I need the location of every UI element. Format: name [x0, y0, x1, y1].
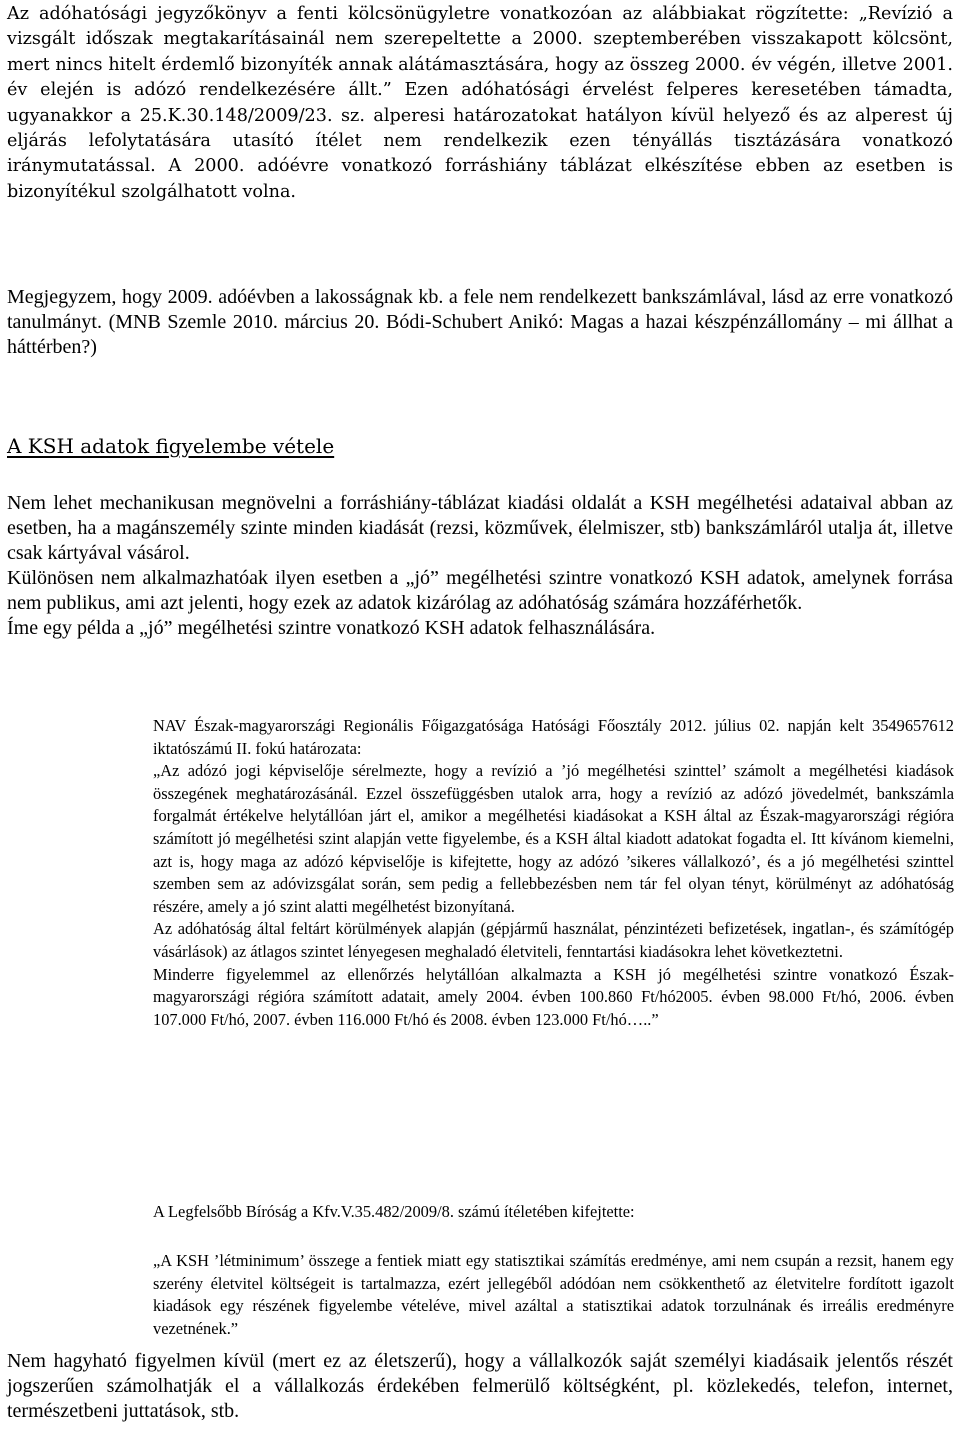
section-heading-block: [7, 434, 953, 459]
nav-quote-para-3: Minderre figyelemmel az ellenőrzés helytállóan alkalmazta a KSH jó megélhetési szintre vonatkozó Észak-magyarországi régióra számított adatait, amely 2004. évben 100.860 Ft/hó2005. évben 98.000 Ft/hó, 2006. évben 107.000 Ft/hó, 2007. évben 116.000 Ft/hó és 2008. évben 123.000 Ft/hó…..”: [153, 964, 954, 1029]
nav-quote-para-2: Az adóhatóság által feltárt körülmények alapján (gépjármű használat, pénzintézeti befizetések, ingatlan-, és számítógép vásárlások) az átlagos szintet lényegesen meghaladó életviteli, fenntartási kiadásokra lehet következtetni.: [153, 919, 954, 961]
court-quote-source: A Legfelsőbb Bíróság a Kfv.V.35.482/2009/8. számú ítéletében kifejtette:: [153, 1202, 635, 1221]
ksh-block: [7, 491, 953, 641]
nav-quote-para-1: „Az adózó jogi képviselője sérelmezte, hogy a revízió a ’jó megélhetési szinttel’ számolt a megélhetési kiadások összegének meghatározásánál. Ezzel összefüggésben utalok arra, hogy a revízió az adózó jövedelmét, bankszámla forgalmát értékelve helytállóan járt el, amikor a megélhetési kiadásokat a KSH által az Észak-magyarországi régióra számított jó megélhetési szint alapján vette figyelembe, és a KSH által kiadott adatokat fogadta el. Itt kívánom kiemelni, azt is, hogy maga az adózó képviselője is kifejtette, hogy az adózó ’sikeres vállalkozó’, és a jó megélhetési szinttel szemben sem az adóvizsgálat során, sem pedig a fellebbezésben nem tár fel olyan tényt, körülményt az adóhatóság részére, amely a jó szint alatti megélhetést bizonyítaná.: [153, 761, 954, 916]
section-heading: A KSH adatok figyelembe vétele: [7, 434, 335, 458]
example-intro: Íme egy példa a „jó” megélhetési szintre vonatkozó KSH adatok felhasználására.: [7, 617, 656, 639]
closing-block: [7, 1349, 953, 1424]
court-quote-block: [153, 1250, 954, 1340]
note-paragraph: Megjegyzem, hogy 2009. adóévben a lakosságnak kb. a fele nem rendelkezett bankszámlával, lásd az erre vonatkozó tanulmányt. (MNB Szemle 2010. március 20. Bódi-Schubert Anikó: Magas a hazai készpénzállomány – mi állhat a háttérben?): [7, 286, 953, 358]
court-quote-text: „A KSH ’létminimum’ összege a fentiek miatt egy statisztikai számítás eredménye, ami nem csupán a rezsit, hanem egy szerény életvitel költségeit is tartalmazza, ezért jellegéből adódóan nem csökkenthető az életvitelre fordított igazolt kiadások egy részének figyelembe vételéve, mivel azáltal a statisztikai adatok torzulnának és irreális eredményre vezetnének.”: [153, 1251, 954, 1338]
ksh-paragraph-1: Nem lehet mechanikusan megnövelni a forráshiány-táblázat kiadási oldalát a KSH megélhetési adataival abban az esetben, ha a magánszemély szinte minden kiadását (rezsi, közművek, élelmiszer, stb) bankszámláról utalja át, illetve csak kártyával vásárol.: [7, 492, 953, 564]
nav-quote-source: NAV Észak-magyarországi Regionális Főigazgatósága Hatósági Főosztály 2012. július 02. napján kelt 3549657612 iktatószámú II. fokú határozata:: [153, 716, 954, 758]
court-source-block: [153, 1201, 954, 1224]
ksh-paragraph-2: Különösen nem alkalmazhatóak ilyen esetben a „jó” megélhetési szintre vonatkozó KSH adatok, amelynek forrása nem publikus, ami azt jelenti, hogy ezek az adatok kizárólag az adóhatóság számára hozzáférhetők.: [7, 567, 953, 614]
closing-paragraph: Nem hagyható figyelmen kívül (mert ez az életszerű), hogy a vállalkozók saját személyi kiadásaik jelentős részét jogszerűen számolhatják el a vállalkozás érdekében felmerülő költségként, pl. közlekedés, telefon, internet, természetbeni juttatások, stb.: [7, 1350, 953, 1422]
note-block: [7, 285, 953, 360]
nav-quote-block: [153, 715, 954, 1031]
intro-block: [7, 0, 953, 205]
intro-paragraph: Az adóhatósági jegyzőkönyv a fenti kölcsönügyletre vonatkozóan az alábbiakat rögzítette: „Revízió a vizsgált időszak megtakarításainál nem szerepeltette a 2000. szeptemberében visszakapott kölcsönt, mert nincs hitelt érdemlő bizonyíték annak alátámasztására, hogy az összeg 2000. év végén, illetve 2001. év elején is adózó rendelkezésére állt.” Ezen adóhatósági érvelést felperes keresetében támadta, ugyanakkor a 25.K.30.148/2009/23. sz. alperesi határozatokat hatályon kívül helyező és az alperest új eljárás lefolytatására utasító ítélet nem rendelkezik ezen tényállás tisztázására vonatkozó iránymutatással. A 2000. adóévre vonatkozó forráshiány táblázat elkészítése ebben az esetben is bizonyítékul szolgálhatott volna.: [7, 4, 953, 202]
